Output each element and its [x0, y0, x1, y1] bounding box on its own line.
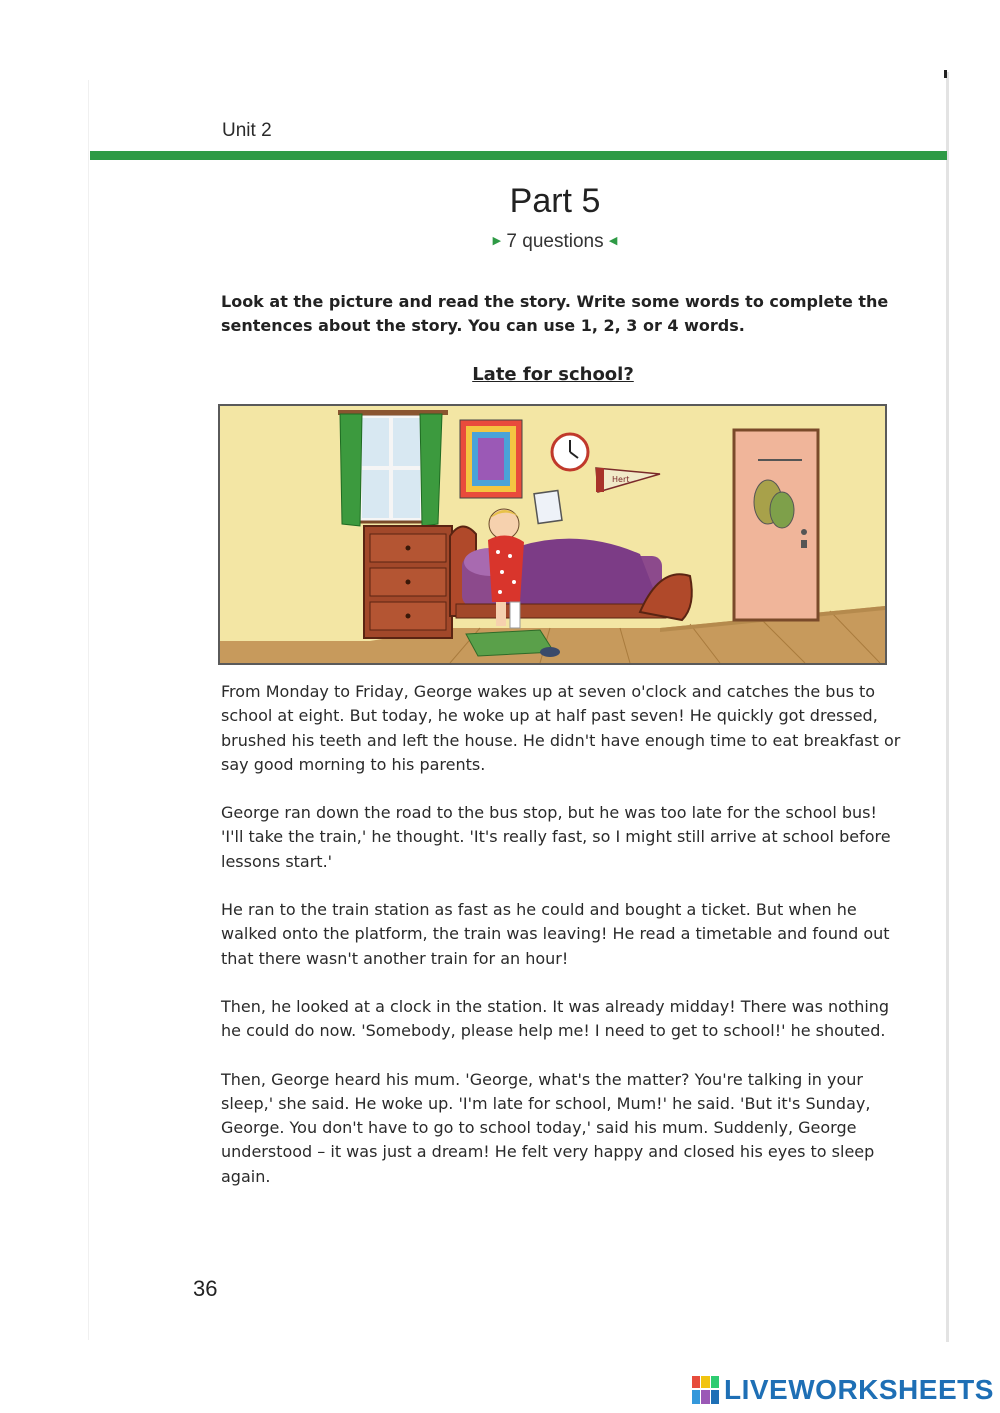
part-title: Part 5 [509, 182, 601, 220]
story-illustration [218, 404, 887, 665]
story-title-text: Late for school? [472, 364, 634, 385]
header-rule [90, 151, 947, 160]
pennant-text: Hert [612, 475, 630, 484]
left-triangle-icon: ◀ [608, 235, 618, 247]
page-edge-right [946, 72, 949, 1342]
right-triangle-icon: ▶ [492, 235, 502, 247]
story-paragraph: Then, he looked at a clock in the station. It was already midday! There was nothing he could do now. 'Somebody, please help me! I need to get to school!' he shouted. [221, 996, 890, 1041]
unit-label: Unit 2 [222, 120, 272, 141]
liveworksheets-watermark [692, 1374, 994, 1406]
page-edge-mark [944, 70, 947, 78]
page-edge-left [88, 80, 89, 1340]
question-count [0, 231, 1000, 253]
story-text [221, 680, 901, 1213]
page-number: 36 [193, 1276, 218, 1301]
instructions: Look at the picture and read the story. Write some words to complete the sentences about the story. You can use 1, 2, 3 or 4 words. [221, 292, 889, 335]
story-paragraph: From Monday to Friday, George wakes up at seven o'clock and catches the bus to school at eight. But today, he woke up at half past seven! He quickly got dressed, brushed his teeth and left the house. He didn't have enough time to eat breakfast or say good morning to his parents. [221, 682, 901, 774]
liveworksheets-logo-icon [692, 1376, 720, 1404]
story-title [0, 364, 1000, 385]
liveworksheets-text: LIVEWORKSHEETS [724, 1374, 994, 1405]
story-paragraph: Then, George heard his mum. 'George, what's the matter? You're talking in your sleep,' she said. He woke up. 'I'm late for school, Mum!' he said. 'But it's Sunday, George. You don't have to go to school today,' said his mum. Suddenly, George understood – it was just a dream! He felt very happy and closed his eyes to sleep again. [221, 1069, 875, 1186]
question-count-text: 7 questions [506, 231, 604, 252]
story-paragraph: He ran to the train station as fast as he could and bought a ticket. But when he walked onto the platform, the train was leaving! He read a timetable and found out that there wasn't another train for an hour! [221, 900, 890, 968]
story-paragraph: George ran down the road to the bus stop, but he was too late for the school bus! 'I'll take the train,' he thought. 'It's really fast, so I might still arrive at school before lessons start.' [221, 803, 891, 871]
